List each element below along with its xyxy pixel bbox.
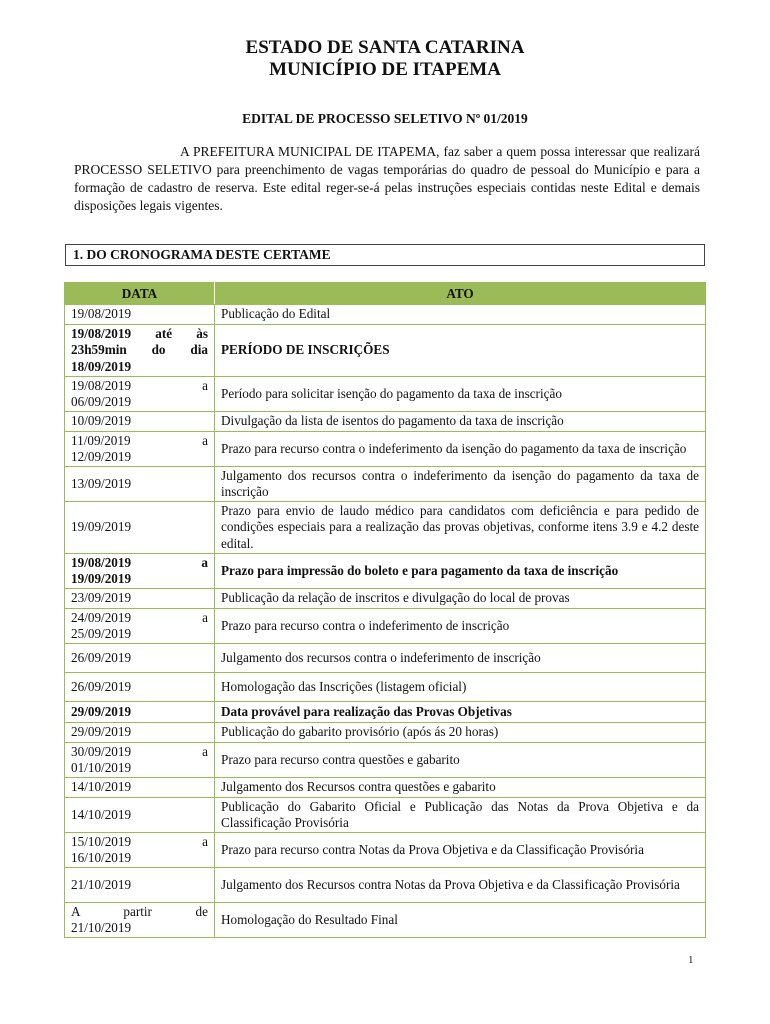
- row-act: Divulgação da lista de isentos do pagamento da taxa de inscrição: [215, 412, 706, 432]
- table-row: [65, 723, 706, 743]
- row-date-line: 16/10/2019: [71, 850, 132, 865]
- table-row: [65, 609, 706, 644]
- table-row: [65, 673, 706, 702]
- row-act: Publicação da relação de inscritos e divulgação do local de provas: [215, 589, 706, 609]
- row-date: [65, 554, 215, 589]
- row-act: Prazo para recurso contra o indeferimento de inscrição: [215, 609, 706, 644]
- row-date-line: 19/08/2019 a: [71, 554, 208, 570]
- row-date-line: 19/09/2019: [71, 519, 132, 535]
- row-act: Julgamento dos Recursos contra Notas da Prova Objetiva e da Classificação Provisória: [215, 868, 706, 903]
- row-act: Prazo para recurso contra o indeferimento da isenção do pagamento da taxa de inscrição: [215, 432, 706, 467]
- table-row: [65, 432, 706, 467]
- row-act: Publicação do gabarito provisório (após ás 20 horas): [215, 723, 706, 743]
- row-date: [65, 798, 215, 833]
- row-act: Homologação do Resultado Final: [215, 903, 706, 938]
- section-title: 1. DO CRONOGRAMA DESTE CERTAME: [65, 244, 705, 266]
- table-row: [65, 412, 706, 432]
- row-act: Publicação do Edital: [215, 305, 706, 325]
- table-row: [65, 305, 706, 325]
- table-row: [65, 868, 706, 903]
- row-act: Prazo para recurso contra Notas da Prova Objetiva e da Classificação Provisória: [215, 833, 706, 868]
- row-date: [65, 467, 215, 502]
- table-row: [65, 903, 706, 938]
- schedule-body: [65, 305, 706, 938]
- row-act: Homologação das Inscrições (listagem oficial): [215, 673, 706, 702]
- table-row: [65, 743, 706, 778]
- row-date-line: 10/09/2019: [71, 413, 132, 429]
- table-header-row: [65, 283, 706, 305]
- table-row: [65, 377, 706, 412]
- row-date-line: 19/09/2019: [71, 571, 132, 586]
- row-date: [65, 833, 215, 868]
- row-date: [65, 377, 215, 412]
- header-date: DATA: [65, 283, 215, 305]
- row-date-line: 24/09/2019 a: [71, 609, 208, 625]
- edital-title: EDITAL DE PROCESSO SELETIVO Nº 01/2019: [242, 111, 528, 126]
- row-act: Julgamento dos recursos contra o indeferimento de inscrição: [215, 644, 706, 673]
- table-row: [65, 702, 706, 723]
- row-date-line: 23/09/2019: [71, 590, 132, 606]
- row-date-line: 21/10/2019: [71, 920, 132, 935]
- state-heading: ESTADO DE SANTA CATARINA: [245, 37, 525, 58]
- row-act: Prazo para envio de laudo médico para candidatos com deficiência e para pedido de condições especiais para a realização das provas objetivas, conforme itens 3.9 e 4.2 deste edital.: [215, 502, 706, 554]
- row-date: [65, 868, 215, 903]
- schedule-table: [64, 282, 706, 938]
- table-row: [65, 467, 706, 502]
- row-date-line: 18/09/2019: [71, 358, 132, 374]
- row-date-line: 14/10/2019: [71, 806, 132, 822]
- row-date: [65, 903, 215, 938]
- row-date-line: 12/09/2019: [71, 449, 132, 464]
- table-row: [65, 778, 706, 798]
- row-date-line: 26/09/2019: [71, 649, 132, 665]
- table-row: [65, 502, 706, 554]
- row-date-line: 26/09/2019: [71, 678, 132, 694]
- row-act: Prazo para recurso contra questões e gabarito: [215, 743, 706, 778]
- row-act: Prazo para impressão do boleto e para pagamento da taxa de inscrição: [215, 554, 706, 589]
- row-date: [65, 305, 215, 325]
- row-date: [65, 702, 215, 723]
- row-act: Julgamento dos Recursos contra questões e gabarito: [215, 778, 706, 798]
- table-row: [65, 833, 706, 868]
- row-date-line: 19/08/2019 a: [71, 377, 208, 393]
- row-date-line: 25/09/2019: [71, 626, 132, 641]
- municipality-heading: MUNICÍPIO DE ITAPEMA: [269, 59, 501, 80]
- row-date-line: 29/09/2019: [71, 703, 132, 719]
- row-date: [65, 723, 215, 743]
- row-act: Data provável para realização das Provas Objetivas: [215, 702, 706, 723]
- row-date-line: 06/09/2019: [71, 394, 132, 409]
- table-row: [65, 589, 706, 609]
- table-row: [65, 798, 706, 833]
- table-row: [65, 325, 706, 377]
- row-date: [65, 589, 215, 609]
- row-date-line: 14/10/2019: [71, 779, 132, 795]
- row-date: [65, 743, 215, 778]
- row-date: [65, 325, 215, 377]
- row-date: [65, 609, 215, 644]
- row-date-line: 15/10/2019 a: [71, 833, 208, 849]
- row-date-line: 13/09/2019: [71, 475, 132, 491]
- row-act: PERÍODO DE INSCRIÇÕES: [215, 325, 706, 377]
- row-act: Período para solicitar isenção do pagamento da taxa de inscrição: [215, 377, 706, 412]
- row-act: Julgamento dos recursos contra o indeferimento da isenção do pagamento da taxa de inscrição: [215, 467, 706, 502]
- row-date-line: 19/08/2019 até às: [71, 325, 208, 341]
- row-date-line: 29/09/2019: [71, 724, 132, 740]
- row-date-line: 11/09/2019 a: [71, 432, 208, 448]
- row-date: [65, 412, 215, 432]
- page-number: 1: [688, 954, 694, 966]
- row-date: [65, 432, 215, 467]
- row-date-line: 01/10/2019: [71, 760, 132, 775]
- row-date: [65, 502, 215, 554]
- row-date-line: 23h59min do dia: [71, 342, 208, 358]
- row-date-line: A partir de: [71, 903, 208, 919]
- table-row: [65, 554, 706, 589]
- intro-paragraph: A PREFEITURA MUNICIPAL DE ITAPEMA, faz saber a quem possa interessar que realizará PROCESSO SELETIVO para preenchimento de vagas temporárias do quadro de pessoal do Município e para a formação de cadastro de reserva. Este edital reger-se-á pelas instruções especiais contidas neste Edital e demais disposições legais vigentes.: [74, 144, 700, 213]
- row-date: [65, 778, 215, 798]
- row-date-line: 21/10/2019: [71, 876, 132, 892]
- row-date-line: 30/09/2019 a: [71, 743, 208, 759]
- table-row: [65, 644, 706, 673]
- row-date: [65, 673, 215, 702]
- row-date-line: 19/08/2019: [71, 306, 132, 322]
- row-date: [65, 644, 215, 673]
- row-act: Publicação do Gabarito Oficial e Publicação das Notas da Prova Objetiva e da Classificação Provisória: [215, 798, 706, 833]
- header-act: ATO: [215, 283, 706, 305]
